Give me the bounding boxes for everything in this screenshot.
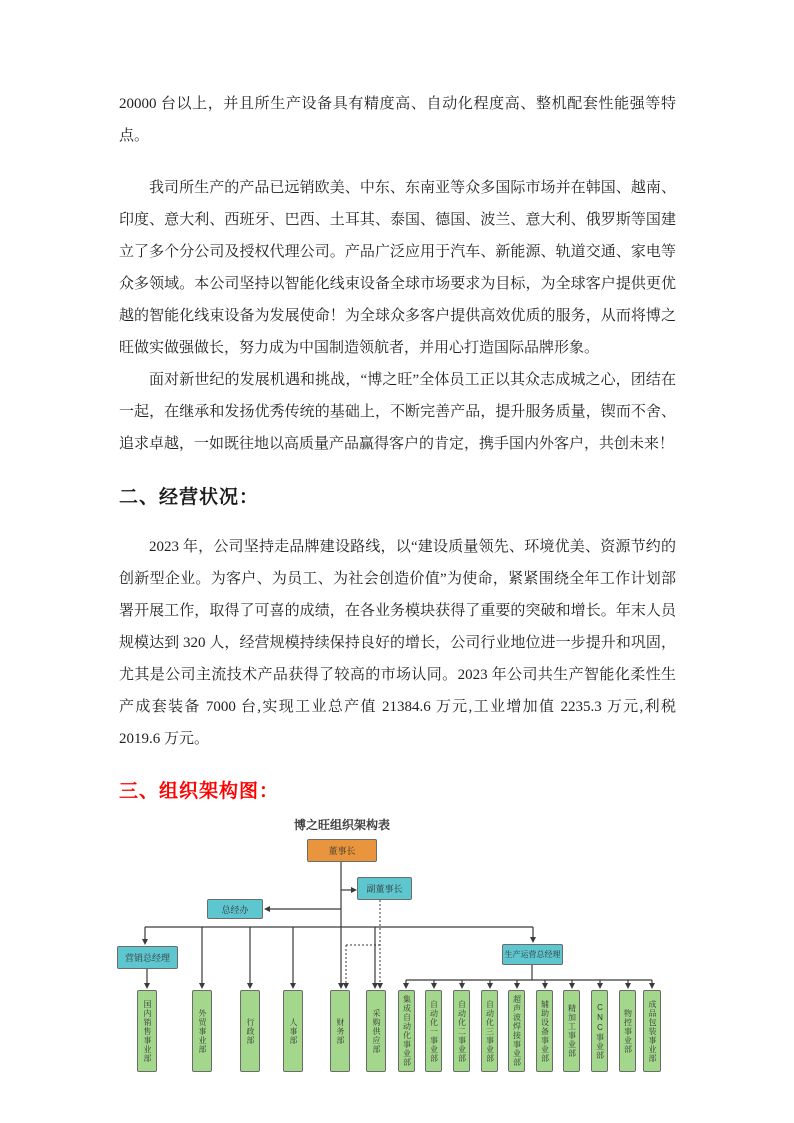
org-dept-ultrasonic-welding: 超声波焊接事业部 — [508, 990, 525, 1072]
org-dept-integrated-automation: 集成自动化事业部 — [398, 990, 415, 1072]
org-dept-cnc: CNC事业部 — [591, 990, 608, 1072]
org-dept-finance: 财务部 — [330, 990, 350, 1072]
org-dept-administration: 行政部 — [240, 990, 260, 1072]
org-node-chairman: 董事长 — [307, 839, 377, 862]
org-dept-packaging: 成品包装事业部 — [643, 990, 661, 1072]
org-dept-domestic-sales: 国内销售事业部 — [137, 990, 157, 1072]
org-node-vice-chairman: 副董事长 — [357, 877, 412, 900]
org-dept-auxiliary-equipment: 辅助设备事业部 — [536, 990, 553, 1072]
org-node-marketing-gm: 营销总经理 — [117, 946, 178, 969]
org-dept-precision-machining: 精加工事业部 — [563, 990, 580, 1072]
paragraph-international-markets: 我司所生产的产品已远销欧美、中东、东南亚等众多国际市场并在韩国、越南、印度、意大利、西班牙、巴西、土耳其、泰国、德国、波兰、意大利、俄罗斯等国建立了多个分公司及授权代理公司。产品广泛应用于汽车、新能源、轨道交通、家电等众多领域。本公司坚持以智能化线束设备全球市场要求为目标，为全球客户提供更优越的智能化线束设备为发展使命！为全球众多客户提供高效优质的服务，从而将博之旺做实做强做长，努力成为中国制造领航者，并用心打造国际品牌形象。 — [119, 180, 676, 356]
org-node-gm-office: 总经办 — [207, 899, 263, 919]
paragraph-continuation: 20000 台以上，并且所生产设备具有精度高、自动化程度高、整机配套性能强等特点。 — [119, 96, 676, 144]
org-dept-hr: 人事部 — [283, 990, 303, 1072]
paragraph-operating-results: 2023 年，公司坚持走品牌建设路线，以“建设质量领先、环境优美、资源节约的创新型企业。为客户、为员工、为社会创造价值”为使命，紧紧围绕全年工作计划部署开展工作，取得了可喜的成绩，在各业务模块获得了重要的突破和增长。年末人员规模达到 320 人，经营规模持续保持良好的增长，公司行业地位进一步提升和巩固，尤其是公司主流技术产品获得了较高的市场认同。2023 年公司共生产智能化柔性生产成套装备 7000 台,实现工业总产值 21384.6 万元,工业增加值 2235.3 万元,利税 2019.6 万元。 — [119, 539, 676, 747]
org-node-production-gm: 生产运营总经理 — [502, 944, 563, 965]
section-heading-operating-status: 二、经营状况： — [119, 487, 260, 508]
paragraph-outlook: 面对新世纪的发展机遇和挑战，“博之旺”全体员工正以其众志成城之心，团结在一起，在继承和发扬优秀传统的基础上，不断完善产品，提升服务质量，锲而不舍、追求卓越，一如既往地以高质量产品赢得客户的肯定，携手国内外客户，共创未来！ — [119, 372, 676, 452]
org-dept-purchasing-supply: 采购供应部 — [366, 990, 386, 1072]
org-chart-title: 博之旺组织架构表 — [294, 818, 391, 832]
org-dept-foreign-trade: 外贸事业部 — [192, 990, 212, 1072]
section-heading-org-structure: 三、组织架构图： — [119, 781, 280, 802]
org-chart — [0, 812, 700, 1097]
org-dept-automation-3: 自动化三事业部 — [481, 990, 498, 1072]
org-dept-automation-1: 自动化一事业部 — [425, 990, 442, 1072]
org-dept-automation-2: 自动化二事业部 — [453, 990, 470, 1072]
org-dept-material-control: 物控事业部 — [619, 990, 636, 1072]
